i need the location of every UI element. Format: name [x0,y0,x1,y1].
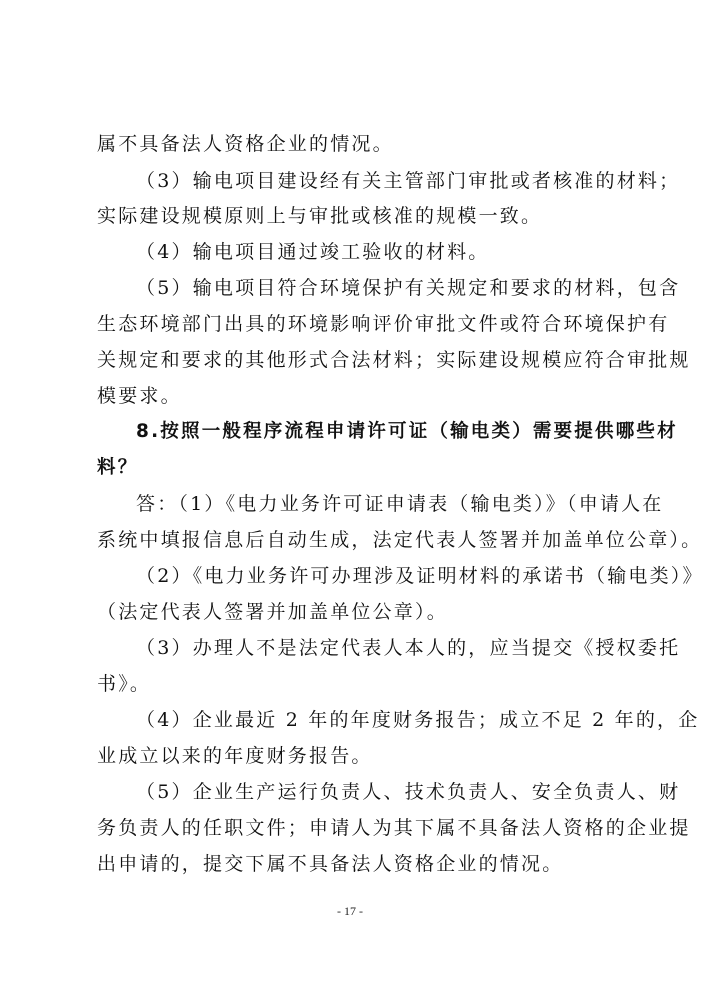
text-line: （5）企业生产运行负责人、技术负责人、安全负责人、财 [136,781,681,803]
answer-line: 答：（1）《电力业务许可证申请表（输电类）》（申请人在 [136,493,664,515]
text-line: （3）输电项目建设经有关主管部门审批或者核准的材料； [136,170,681,192]
text-line: 业成立以来的年度财务报告。 [97,745,373,767]
text-line: 属不具备法人资格企业的情况。 [97,133,394,155]
text-line: （4）企业最近 2 年的年度财务报告；成立不足 2 年的，企 [136,709,700,731]
text-line: 生态环境部门出具的环境影响评价审批文件或符合环境保护有 [97,313,670,335]
text-line: （2）《电力业务许可办理涉及证明材料的承诺书（输电类）》 [136,565,704,587]
text-line: 务负责人的任职文件；申请人为其下属不具备法人资格的企业提 [97,817,691,839]
question-heading: 8.按照一般程序流程申请许可证（输电类）需要提供哪些材 [136,421,678,442]
text-line: （法定代表人签署并加盖单位公章）。 [97,601,448,623]
text-line: （4）输电项目通过竣工验收的材料。 [136,241,490,263]
text-line: 关规定和要求的其他形式合法材料；实际建设规模应符合审批规 [97,349,691,371]
text-line: 系统中填报信息后自动生成，法定代表人签署并加盖单位公章）。 [97,529,703,551]
text-line: （3）办理人不是法定代表人本人的，应当提交《授权委托 [136,637,681,659]
text-line: 模要求。 [97,385,182,407]
page-number: - 17 - [337,904,363,918]
text-line: （5）输电项目符合环境保护有关规定和要求的材料，包含 [136,277,681,299]
text-line: 出申请的，提交下属不具备法人资格企业的情况。 [97,853,564,875]
text-line: 书》。 [97,673,152,695]
question-heading-cont: 料？ [97,457,139,478]
text-line: 实际建设规模原则上与审批或核准的规模一致。 [97,205,543,227]
